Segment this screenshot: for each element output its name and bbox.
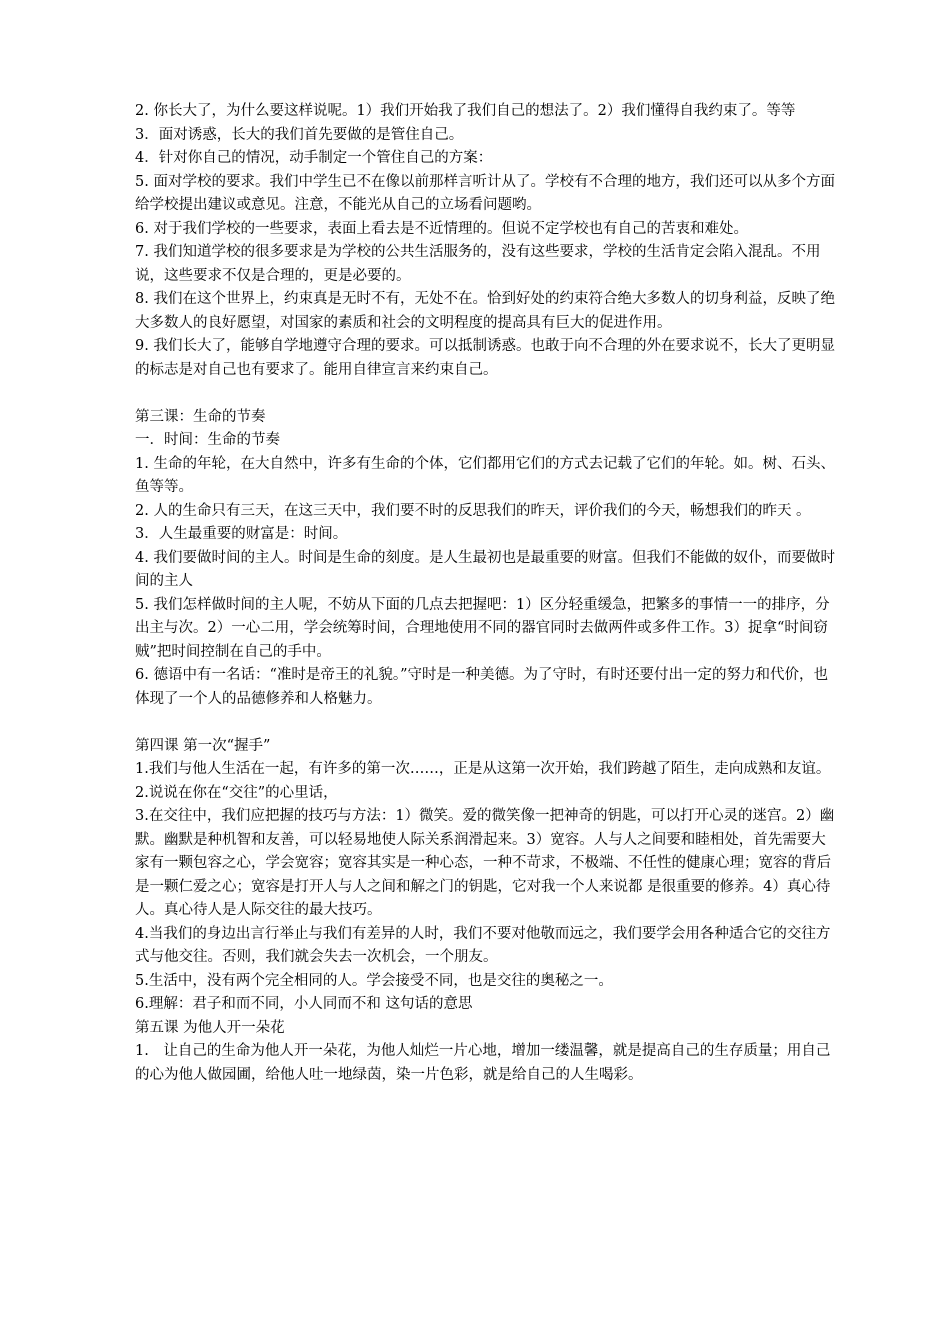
- paragraph: 6. 德语中有一名话：“准时是帝王的礼貌。”守时是一种美德。为了守时，有时还要付出一定的努力和代价，也体现了一个人的品德修养和人格魅力。: [135, 667, 829, 707]
- paragraph: 9. 我们长大了，能够自学地遵守合理的要求。可以抵制诱惑。也敢于向不合理的外在要求说不，长大了更明显的标志是对自己也有要求了。能用自律宣言来约束自己。: [135, 338, 835, 378]
- paragraph: 5. 我们怎样做时间的主人呢，不妨从下面的几点去把握吧：1）区分轻重缓急，把繁多的事情一一的排序，分出主与次。2）一心二用，学会统筹时间，合理地使用不同的器官同时去做两件或多件工作。3）捉拿“时间窃贼”把时间控制在自己的手中。: [135, 596, 830, 660]
- blank-line: [135, 711, 835, 735]
- paragraph: 7. 我们知道学校的很多要求是为学校的公共生活服务的，没有这些要求，学校的生活肯定会陷入混乱。不用说，这些要求不仅是合理的，更是必要的。: [135, 244, 821, 284]
- paragraph: 5.生活中，没有两个完全相同的人。学会接受不同，也是交往的奥秘之一。: [135, 972, 613, 989]
- paragraph: 1.我们与他人生活在一起，有许多的第一次……，正是从这第一次开始，我们跨越了陌生，走向成熟和友谊。: [135, 761, 831, 777]
- paragraph: 6.理解：君子和而不同，小人同而不和 这句话的意思: [135, 996, 473, 1012]
- paragraph: 3．面对诱惑，长大的我们首先要做的是管住自己。: [135, 126, 464, 143]
- paragraph: 8. 我们在这个世界上，约束真是无时不有，无处不在。恰到好处的约束符合绝大多数人的切身利益，反映了绝大多数人的良好愿望，对国家的素质和社会的文明程度的提高具有巨大的促进作用。: [135, 291, 835, 331]
- paragraph: 4.当我们的身边出言行举止与我们有差异的人时，我们不要对他敬而远之，我们要学会用各种适合它的交往方式与他交往。否则，我们就会失去一次机会，一个朋友。: [135, 925, 831, 965]
- paragraph: 2.说说在你在“交往”的心里话，: [135, 784, 338, 801]
- paragraph: 2. 你长大了，为什么要这样说呢。1）我们开始我了我们自己的想法了。2）我们懂得自我约束了。等等: [135, 103, 796, 119]
- paragraph: 1. 生命的年轮，在大自然中，许多有生命的个体，它们都用它们的方式去记载了它们的年轮。如。树、石头、鱼等等。: [135, 455, 835, 495]
- paragraph: 4．针对你自己的情况，动手制定一个管住自己的方案：: [135, 150, 493, 166]
- section-heading: 一．时间：生命的节奏: [135, 432, 280, 448]
- lesson-heading: 第五课 为他人开一朵花: [135, 1019, 285, 1036]
- paragraph: 4. 我们要做时间的主人。时间是生命的刻度。是人生最初也是最重要的财富。但我们不能做的奴仆，而要做时间的主人: [135, 549, 835, 589]
- paragraph: 2. 人的生命只有三天，在这三天中，我们要不时的反思我们的昨天，评价我们的今天，畅想我们的昨天 。: [135, 502, 811, 519]
- lesson-heading: 第四课 第一次“握手”: [135, 737, 271, 754]
- paragraph: 5. 面对学校的要求。我们中学生已不在像以前那样言听计从了。学校有不合理的地方，我们还可以从多个方面给学校提出建议或意见。注意，不能光从自己的立场看问题哟。: [135, 173, 835, 213]
- lesson-heading: 第三课：生命的节奏: [135, 408, 266, 425]
- paragraph: 3.在交往中，我们应把握的技巧与方法：1）微笑。爱的微笑像一把神奇的钥匙，可以打开心灵的迷宫。2）幽默。幽默是种机智和友善，可以轻易地使人际关系润滑起来。3）宽容。人与人之间要和睦相处，首先需要大家有一颗包容之心，学会宽容；宽容其实是一种心态，一种不苛求，不极端、不任性的健康心理；宽容的背后是一颗仁爱之心；宽容是打开人与人之间和解之门的钥匙，它对我一个人来说都 是很重要的修养。4）真心待人。真心待人是人际交往的最大技巧。: [135, 808, 835, 918]
- document-page: [135, 100, 835, 1087]
- paragraph: 3．人生最重要的财富是：时间。: [135, 526, 348, 542]
- paragraph: 6. 对于我们学校的一些要求，表面上看去是不近情理的。但说不定学校也有自己的苦衷和难处。: [135, 220, 748, 237]
- blank-line: [135, 382, 835, 406]
- paragraph: 1. 让自己的生命为他人开一朵花，为他人灿烂一片心地，增加一缕温馨，就是提高自己的生存质量；用自己的心为他人做园圃，给他人吐一地绿茵，染一片色彩，就是给自己的人生喝彩。: [135, 1043, 831, 1083]
